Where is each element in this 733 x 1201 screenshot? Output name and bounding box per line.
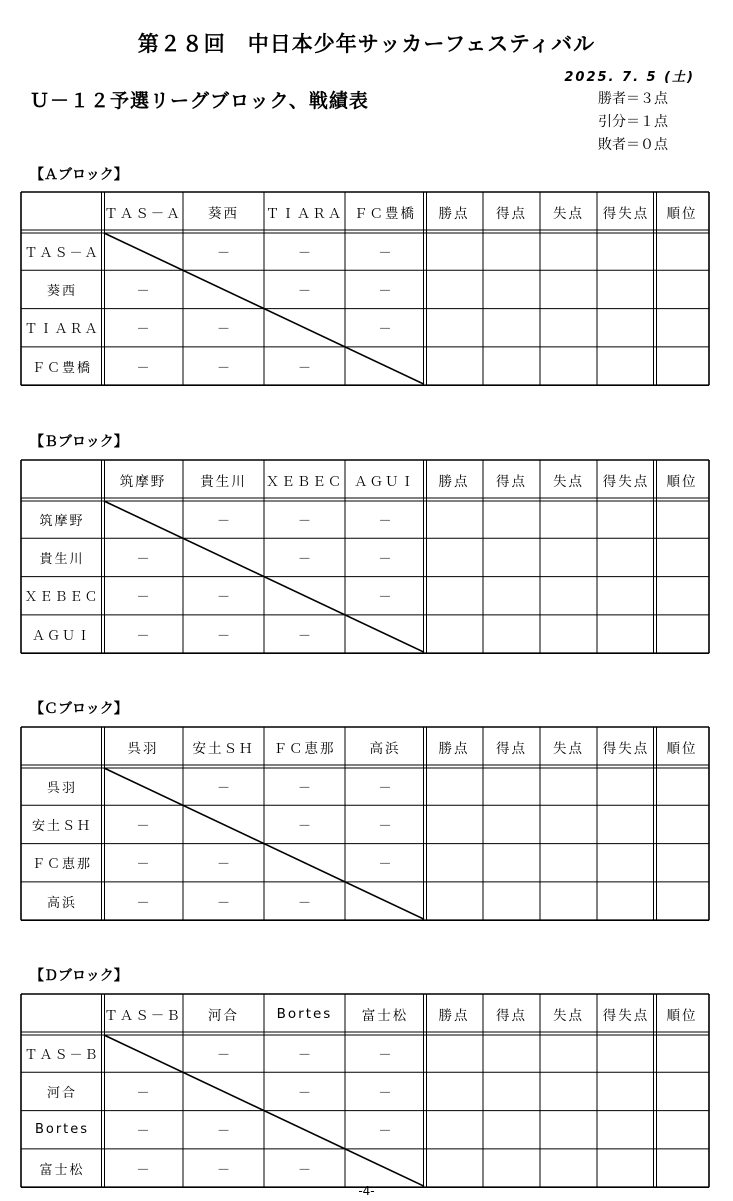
row-header-team: 河合 [46,1085,77,1101]
page-number: -4- [358,1184,375,1198]
match-result-cell: － [216,1162,230,1178]
row-header-team: Bortes [34,1122,90,1138]
match-result-cell: － [297,283,311,299]
match-result-cell: － [216,780,230,796]
row-header-team: 貴生川 [39,551,85,567]
col-header-team: ＸＥＢＥＣ [265,474,344,490]
match-result-cell: － [378,513,392,529]
block-b-label: 【Ｂブロック】 [30,434,128,450]
match-result-cell: － [216,590,230,606]
match-result-cell: － [378,283,392,299]
match-result-cell: － [297,895,311,911]
points-rule-win: 勝者＝３点 [598,91,668,107]
col-header-team: 貴生川 [200,474,247,490]
col-header-stat: 失点 [553,206,584,222]
col-header-team: ＴＡＳ－Ａ [104,206,182,222]
row-header-team: 葵西 [46,283,77,299]
match-result-cell: － [378,322,392,338]
col-header-stat: 得失点 [602,474,650,490]
row-header-team: 安土ＳＨ [31,818,92,834]
col-header-stat: 順位 [666,1008,698,1024]
col-header-stat: 勝点 [438,1008,470,1024]
match-result-cell: － [378,245,392,261]
match-result-cell: － [378,1085,392,1101]
match-result-cell: － [216,513,230,529]
col-header-stat: 得失点 [602,741,650,757]
match-result-cell: － [297,818,311,834]
subtitle: Ｕ－１２予選リーグブロック、戦績表 [30,90,369,112]
col-header-team: 高浜 [369,741,401,757]
match-result-cell: － [378,1124,392,1140]
page-title: 第２８回 中日本少年サッカーフェスティバル [137,32,596,56]
match-result-cell: － [136,322,150,338]
col-header-stat: 得点 [496,1008,527,1024]
col-header-stat: 失点 [553,1008,584,1024]
row-header-team: ＦＣ豊橋 [31,360,92,376]
date: 2025. 7. 5 (土) [564,70,695,85]
col-header-stat: 得点 [496,474,527,490]
match-result-cell: － [297,245,311,261]
match-result-cell: － [378,857,392,873]
match-result-cell: － [216,857,230,873]
col-header-stat: 順位 [666,474,698,490]
col-header-team: 富士松 [361,1008,409,1024]
col-header-team: Bortes [276,1006,333,1022]
match-result-cell: － [136,283,150,299]
col-header-stat: 勝点 [438,474,470,490]
match-result-cell: － [378,818,392,834]
block-a-label: 【Ａブロック】 [30,167,128,183]
match-result-cell: － [136,818,150,834]
row-header-team: 高浜 [46,895,77,911]
col-header-stat: 失点 [553,474,584,490]
match-result-cell: － [216,895,230,911]
col-header-team: ＴＡＳ－Ｂ [104,1008,182,1024]
col-header-stat: 得失点 [602,1008,650,1024]
col-header-stat: 失点 [553,741,584,757]
match-result-cell: － [378,780,392,796]
match-result-cell: － [136,1124,150,1140]
match-result-cell: － [136,895,150,911]
match-result-cell: － [136,628,150,644]
match-result-cell: － [136,1162,150,1178]
row-header-team: ＸＥＢＥＣ [24,590,100,606]
match-result-cell: － [216,245,230,261]
match-result-cell: － [216,360,230,376]
col-header-team: 呉羽 [127,741,159,757]
match-result-cell: － [216,322,230,338]
match-result-cell: － [136,857,150,873]
col-header-stat: 得失点 [602,206,650,222]
col-header-team: ＴＩＡＲＡ [265,206,344,222]
match-result-cell: － [136,360,150,376]
col-header-stat: 勝点 [438,741,470,757]
block-d-label: 【Ｄブロック】 [30,968,128,984]
col-header-team: 葵西 [208,206,239,222]
match-result-cell: － [216,628,230,644]
match-result-cell: － [216,1047,230,1063]
match-result-cell: － [136,590,150,606]
match-result-cell: － [378,590,392,606]
col-header-team: 筑摩野 [119,474,167,490]
match-result-cell: － [297,551,311,567]
row-header-team: ＦＣ恵那 [31,857,92,873]
match-result-cell: － [136,1085,150,1101]
row-header-team: ＴＩＡＲＡ [24,322,100,338]
match-result-cell: － [216,1124,230,1140]
match-result-cell: － [297,360,311,376]
col-header-team: 安土ＳＨ [192,741,255,757]
match-result-cell: － [297,513,311,529]
col-header-team: ＦＣ恵那 [273,741,336,757]
match-result-cell: － [378,1047,392,1063]
col-header-team: 河合 [208,1008,239,1024]
match-result-cell: － [378,551,392,567]
row-header-team: ＴＡＳ－Ｂ [24,1047,100,1063]
match-result-cell: － [136,551,150,567]
col-header-team: ＡＧＵＩ [354,474,416,490]
row-header-team: 富士松 [39,1162,85,1178]
col-header-stat: 得点 [496,741,527,757]
row-header-team: ＴＡＳ－Ａ [24,245,100,261]
col-header-team: ＦＣ豊橋 [354,206,416,222]
match-result-cell: － [297,1085,311,1101]
col-header-stat: 勝点 [438,206,470,222]
row-header-team: 呉羽 [46,780,77,796]
points-rule-draw: 引分＝１点 [598,114,668,130]
match-result-cell: － [297,780,311,796]
block-c-label: 【Ｃブロック】 [30,701,128,717]
match-result-cell: － [297,1162,311,1178]
col-header-stat: 順位 [666,741,698,757]
row-header-team: ＡＧＵＩ [31,628,92,644]
col-header-stat: 得点 [496,206,527,222]
row-header-team: 筑摩野 [39,513,85,529]
match-result-cell: － [297,1047,311,1063]
col-header-stat: 順位 [666,206,698,222]
points-rule-loss: 敗者＝０点 [598,137,668,153]
match-result-cell: － [297,628,311,644]
